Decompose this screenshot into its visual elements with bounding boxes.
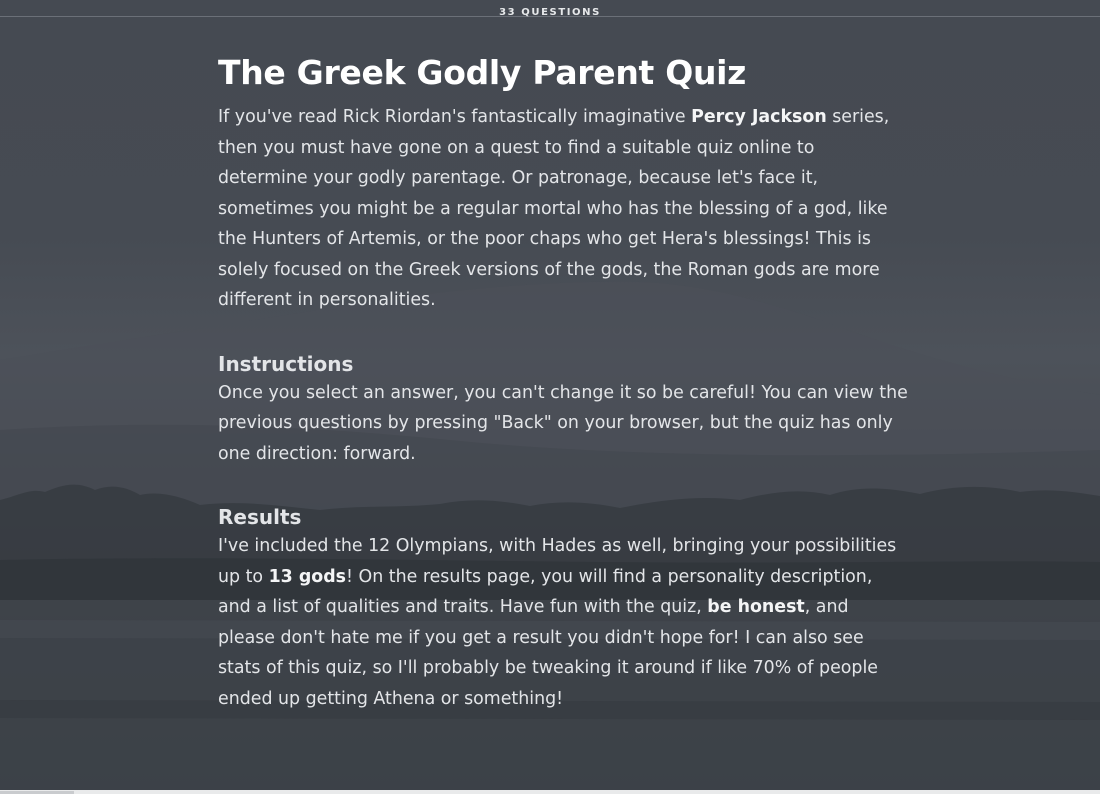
results-text-3: , and please don't hate me if you get a result you didn't hope for! I can also see stats of this quiz, so I'll probably be tweaking it around if like 70% of people ended up getting Athena or something! [218, 597, 878, 709]
page-bottom-edge [0, 790, 1100, 794]
instructions-heading: Instructions [218, 351, 354, 376]
quiz-description [218, 50, 908, 714]
results-text-2: ! On the results page, you will find a personality description, and a list of qualities and traits. Have fun with the quiz, [218, 566, 873, 617]
intro-bold-percy-jackson: Percy Jackson [691, 107, 827, 127]
results-heading: Results [218, 505, 302, 529]
quiz-top-bar [0, 0, 1100, 17]
intro-text-end: series, then you must have gone on a quest to find a suitable quiz online to determine your godly parentage. Or patronage, because let's face it, sometimes you might be a regular mortal who has the blessing of a god, like the Hunters of Artemis, or the poor chaps who get Hera's blessings! This is solely focused on the Greek versions of the gods, the Roman gods are more different in personalities. [218, 107, 890, 310]
quiz-intro [218, 102, 908, 316]
results-bold-13-gods: 13 gods [268, 566, 347, 587]
results-text [218, 531, 908, 714]
quiz-title: The Greek Godly Parent Quiz [218, 53, 747, 92]
results-bold-be-honest: be honest [707, 597, 805, 617]
question-count: 33 QUESTIONS [499, 7, 601, 18]
intro-text-start: If you've read Rick Riordan's fantastically imaginative [218, 107, 692, 127]
results-text-1: I've included the 12 Olympians, with Hades as well, bringing your possibilities up to [218, 536, 897, 587]
instructions-text: Once you select an answer, you can't change it so be careful! You can view the previous questions by pressing "Back" on your browser, but the quiz has only one direction: forward. [218, 382, 908, 464]
